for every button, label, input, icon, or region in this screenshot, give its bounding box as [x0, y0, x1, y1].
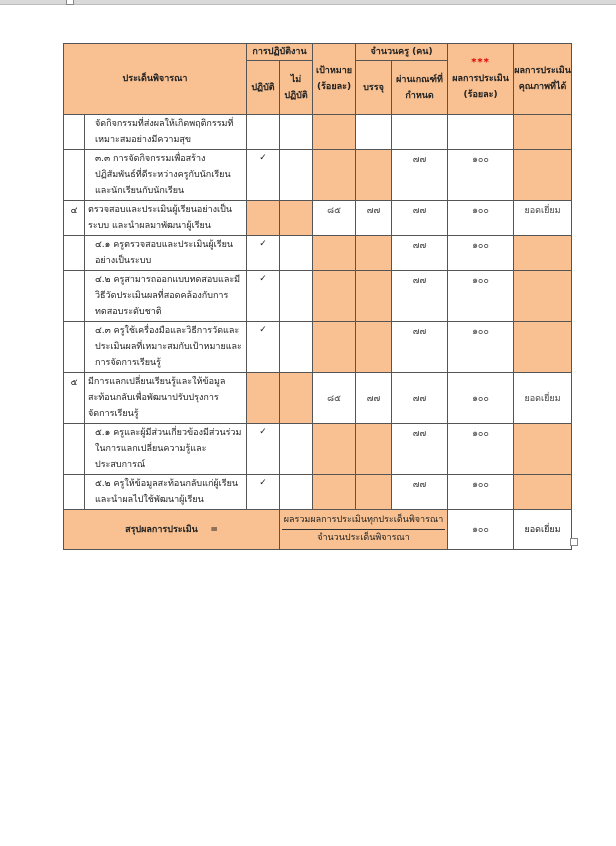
row-text: ๕.๑ ครูและผู้มีส่วนเกี่ยวข้องมีส่วนร่วมในการแลกเปลี่ยนความรู้และประสบการณ์ [85, 424, 247, 475]
summary-label: สรุปผลการประเมิน [125, 524, 198, 535]
row-number [64, 115, 85, 150]
performed-cell [247, 373, 280, 424]
header-result-percent [448, 44, 514, 115]
teachers-total-cell [356, 475, 392, 510]
teachers-total-cell [356, 236, 392, 271]
check-mark: ✓ [247, 424, 280, 475]
header-target: เป้าหมาย (ร้อยละ) [313, 44, 356, 115]
not-performed-cell [280, 424, 313, 475]
row-text: ๕.๒ ครูให้ข้อมูลสะท้อนกลับแก่ผู้เรียนและนำผลไปใช้พัฒนาผู้เรียน [85, 475, 247, 510]
summary-result: ๑๐๐ [448, 510, 514, 550]
target-cell: ๘๕ [313, 201, 356, 236]
target-cell [313, 322, 356, 373]
performed-cell [247, 201, 280, 236]
summary-quality: ยอดเยี่ยม [514, 510, 572, 550]
result-cell: ๑๐๐ [448, 373, 514, 424]
row-text: ตรวจสอบและประเมินผู้เรียนอย่างเป็นระบบ และนำผลมาพัฒนาผู้เรียน [85, 201, 247, 236]
check-mark: ✓ [247, 271, 280, 322]
teachers-passed-cell: ๗๗ [392, 322, 448, 373]
teachers-total-cell: ๗๗ [356, 201, 392, 236]
not-performed-cell [280, 271, 313, 322]
row-number [64, 150, 85, 201]
teachers-total-cell: ๗๗ [356, 373, 392, 424]
not-performed-cell [280, 322, 313, 373]
formula-numerator: ผลรวมผลการประเมินทุกประเด็นพิจารณา [282, 512, 446, 530]
teachers-total-cell [356, 150, 392, 201]
table-row [64, 150, 572, 201]
quality-cell [514, 271, 572, 322]
quality-cell: ยอดเยี่ยม [514, 201, 572, 236]
result-cell: ๑๐๐ [448, 201, 514, 236]
stars-mark: *** [471, 57, 490, 68]
quality-cell [514, 236, 572, 271]
row-text: ๔.๑ ครูตรวจสอบและประเมินผู้เรียนอย่างเป็นระบบ [85, 236, 247, 271]
quality-cell [514, 322, 572, 373]
teachers-passed-cell: ๗๗ [392, 150, 448, 201]
teachers-passed-cell [392, 115, 448, 150]
teachers-passed-cell: ๗๗ [392, 475, 448, 510]
not-performed-cell [280, 475, 313, 510]
summary-formula [280, 510, 448, 550]
row-number [64, 475, 85, 510]
check-mark: ✓ [247, 150, 280, 201]
table-row [64, 115, 572, 150]
teachers-total-cell [356, 322, 392, 373]
teachers-total-cell [356, 115, 392, 150]
table-resize-handle[interactable] [570, 538, 578, 546]
row-text: จัดกิจกรรมที่ส่งผลให้เกิดพฤติกรรมที่เหมาะสมอย่างมีความสุข [85, 115, 247, 150]
result-cell: ๑๐๐ [448, 322, 514, 373]
not-performed-cell [280, 236, 313, 271]
row-text: ๓.๓ การจัดกิจกรรมเพื่อสร้างปฏิสัมพันธ์ที่ดีระหว่างครูกับนักเรียนและนักเรียนกับนักเรียน [85, 150, 247, 201]
formula-denominator: จำนวนประเด็นพิจารณา [317, 533, 410, 543]
not-performed-cell [280, 201, 313, 236]
table-row [64, 271, 572, 322]
row-number [64, 236, 85, 271]
result-cell: ๑๐๐ [448, 236, 514, 271]
row-number [64, 322, 85, 373]
target-cell [313, 424, 356, 475]
quality-cell [514, 115, 572, 150]
check-mark: ✓ [247, 475, 280, 510]
header-teachers-passed: ผ่านเกณฑ์ที่กำหนด [392, 61, 448, 115]
summary-equals: = [210, 524, 218, 535]
result-cell: ๑๐๐ [448, 424, 514, 475]
table-row [64, 373, 572, 424]
quality-cell [514, 150, 572, 201]
teachers-total-cell [356, 271, 392, 322]
teachers-passed-cell: ๗๗ [392, 424, 448, 475]
teachers-passed-cell: ๗๗ [392, 201, 448, 236]
table-move-handle[interactable] [66, 0, 74, 5]
header-topic: ประเด็นพิจารณา [64, 44, 247, 115]
header-performed: ปฏิบัติ [247, 61, 280, 115]
row-text: ๔.๓ ครูใช้เครื่องมือและวิธีการวัดและประเมินผลที่เหมาะสมกับเป้าหมายและการจัดการเรียนรู้ [85, 322, 247, 373]
result-cell: ๑๐๐ [448, 150, 514, 201]
teachers-passed-cell: ๗๗ [392, 236, 448, 271]
target-cell [313, 236, 356, 271]
table-row [64, 322, 572, 373]
target-cell [313, 115, 356, 150]
summary-label-cell [64, 510, 280, 550]
not-performed-cell [280, 115, 313, 150]
not-performed-cell [280, 150, 313, 201]
quality-cell: ยอดเยี่ยม [514, 373, 572, 424]
table-row [64, 236, 572, 271]
check-mark: ✓ [247, 236, 280, 271]
check-mark: ✓ [247, 322, 280, 373]
result-cell: ๑๐๐ [448, 271, 514, 322]
target-cell: ๘๕ [313, 373, 356, 424]
result-cell [448, 115, 514, 150]
header-not-performed: ไม่ปฏิบัติ [280, 61, 313, 115]
row-number [64, 424, 85, 475]
ruler-bar [0, 0, 616, 5]
result-cell: ๑๐๐ [448, 475, 514, 510]
evaluation-table [63, 43, 572, 550]
row-number [64, 271, 85, 322]
header-quality: ผลการประเมิน คุณภาพที่ได้ [514, 44, 572, 115]
target-cell [313, 475, 356, 510]
row-number: ๕ [64, 373, 85, 424]
quality-cell [514, 424, 572, 475]
target-cell [313, 150, 356, 201]
table-row [64, 475, 572, 510]
teachers-passed-cell: ๗๗ [392, 373, 448, 424]
quality-cell [514, 475, 572, 510]
teachers-total-cell [356, 424, 392, 475]
header-teachers-count: จำนวนครู (คน) [356, 44, 448, 61]
performed-cell [247, 115, 280, 150]
header-performance: การปฏิบัติงาน [247, 44, 313, 61]
target-cell [313, 271, 356, 322]
row-text: มีการแลกเปลี่ยนเรียนรู้และให้ข้อมูลสะท้อนกลับเพื่อพัฒนาปรับปรุงการจัดการเรียนรู้ [85, 373, 247, 424]
table-row [64, 424, 572, 475]
header-result-label: ผลการประเมิน (ร้อยละ) [452, 74, 509, 100]
teachers-passed-cell: ๗๗ [392, 271, 448, 322]
not-performed-cell [280, 373, 313, 424]
table-row [64, 201, 572, 236]
row-text: ๔.๒ ครูสามารถออกแบบทดสอบและมีวิธีวัดประเมินผลที่สอดคล้องกับการทดสอบระดับชาติ [85, 271, 247, 322]
summary-row [64, 510, 572, 550]
row-number: ๔ [64, 201, 85, 236]
header-teachers-total: บรรจุ [356, 61, 392, 115]
